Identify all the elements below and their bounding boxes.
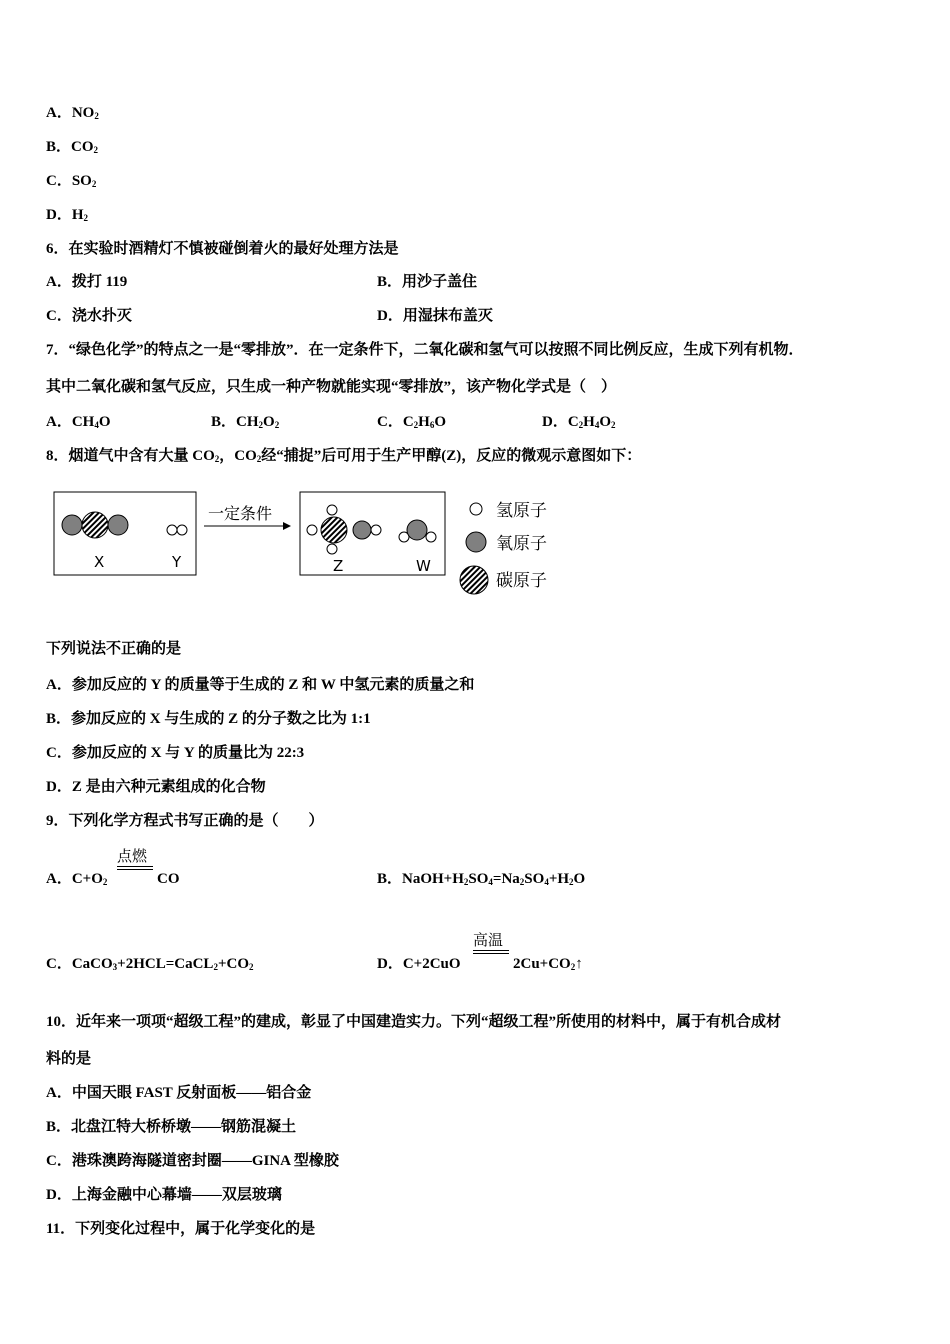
q8-stem: 8．烟道气中含有大量 $CO_2$，$CO_2$经“捕捉”后可用于生产甲醇(Z)，反应的微观示意图如下： (46, 448, 642, 464)
q6-option-c: C．浇水扑灭 (46, 308, 132, 324)
q6-option-a: A．拨打 119 (46, 274, 128, 290)
legend-oxygen-icon (466, 532, 486, 552)
hydrogen-atom (167, 525, 177, 535)
q7-stem-line2: 其中二氧化碳和氢气反应，只生成一种产物就能实现“零排放”，该产物化学式是（ ） (46, 379, 617, 395)
label-x: X (94, 553, 105, 571)
oxygen-atom (108, 515, 128, 535)
molecule-x (62, 512, 128, 538)
legend-oxygen-label: 氧原子 (496, 534, 547, 554)
oxygen-atom (62, 515, 82, 535)
q9-d-condition: 高温 (473, 931, 504, 949)
q9-d-equals (473, 950, 509, 954)
carbon-atom (82, 512, 108, 538)
q5-option-d: D．$H_2$ (46, 207, 89, 223)
q7-option-b: B．$CH_2O_2$ (211, 414, 280, 430)
q9-d-products: $2Cu+CO_2↑$ (513, 956, 583, 972)
hydrogen-atom (371, 525, 381, 535)
label-y: Y (172, 553, 182, 571)
molecule-y (167, 525, 187, 535)
carbon-atom (321, 517, 347, 543)
q10-option-b: B．北盘江特大桥桥墩——钢筋混凝土 (46, 1119, 297, 1135)
q9-d-reactants: D．C+2CuO (377, 956, 461, 972)
oxygen-atom (353, 521, 371, 539)
q10-option-a: A．中国天眼 FAST 反射面板——铝合金 (46, 1085, 312, 1101)
q10-option-d: D．上海金融中心幕墙——双层玻璃 (46, 1187, 282, 1203)
molecule-z (307, 505, 381, 554)
q7-stem-line1: 7．“绿色化学”的特点之一是“零排放”．在一定条件下，二氧化碳和氢气可以按照不同比例反应，生成下列有机物． (46, 342, 804, 358)
label-z: Z (333, 557, 344, 575)
q9-stem: 9．下列化学方程式书写正确的是（ ） (46, 813, 324, 829)
q10-stem-line2: 料的是 (46, 1051, 92, 1067)
q7-option-a: A．$CH_4O$ (46, 414, 111, 430)
q5-option-a: A．$NO_2$ (46, 105, 99, 121)
q8-prompt: 下列说法不正确的是 (46, 641, 182, 657)
q7-option-c: C．$C_2H_6O$ (377, 414, 447, 430)
q9-a-reactants: A．$C+O_2$ (46, 871, 108, 887)
label-w: W (416, 557, 431, 575)
q5-option-c: C．$SO_2$ (46, 173, 97, 189)
q6-option-b: B．用沙子盖住 (377, 274, 478, 290)
q7-option-d: D．$C_2H_4O_2$ (542, 414, 616, 430)
hydrogen-atom (177, 525, 187, 535)
q8-option-b: B．参加反应的 X 与生成的 Z 的分子数之比为 1:1 (46, 711, 371, 727)
molecule-w (399, 520, 436, 542)
q9-a-equals (117, 866, 153, 870)
q6-option-d: D．用湿抹布盖灭 (377, 308, 493, 324)
q9-option-c: C．$CaCO_3+2HCL=CaCL_2+CO_2$ (46, 956, 254, 972)
oxygen-atom (407, 520, 427, 540)
q11-stem: 11．下列变化过程中，属于化学变化的是 (46, 1221, 316, 1237)
legend-carbon-label: 碳原子 (496, 571, 547, 591)
q9-a-product: CO (157, 871, 180, 887)
hydrogen-atom (327, 505, 337, 515)
q10-stem-line1: 10．近年来一项项“超级工程”的建成，彰显了中国建造实力。下列“超级工程”所使用的材料中，属于有机合成材 (46, 1014, 782, 1030)
legend-carbon-icon (460, 566, 488, 594)
q5-option-b: B．$CO_2$ (46, 139, 99, 155)
q9-a-condition: 点燃 (117, 847, 148, 865)
hydrogen-atom (426, 532, 436, 542)
hydrogen-atom (327, 544, 337, 554)
q8-option-d: D．Z 是由六种元素组成的化合物 (46, 779, 266, 795)
reaction-diagram (46, 485, 566, 600)
q8-option-a: A．参加反应的 Y 的质量等于生成的 Z 和 W 中氢元素的质量之和 (46, 677, 475, 693)
legend-hydrogen-label: 氢原子 (496, 501, 547, 521)
q8-option-c: C．参加反应的 X 与 Y 的质量比为 22:3 (46, 745, 305, 761)
reaction-condition: 一定条件 (208, 504, 273, 523)
q6-stem: 6．在实验时酒精灯不慎被碰倒着火的最好处理方法是 (46, 241, 399, 257)
legend-hydrogen-icon (470, 503, 482, 515)
q10-option-c: C．港珠澳跨海隧道密封圈——GINA 型橡胶 (46, 1153, 339, 1169)
q9-option-b: B．$NaOH+H_2SO_4=Na_2SO_4+H_2O$ (377, 871, 586, 887)
hydrogen-atom (307, 525, 317, 535)
